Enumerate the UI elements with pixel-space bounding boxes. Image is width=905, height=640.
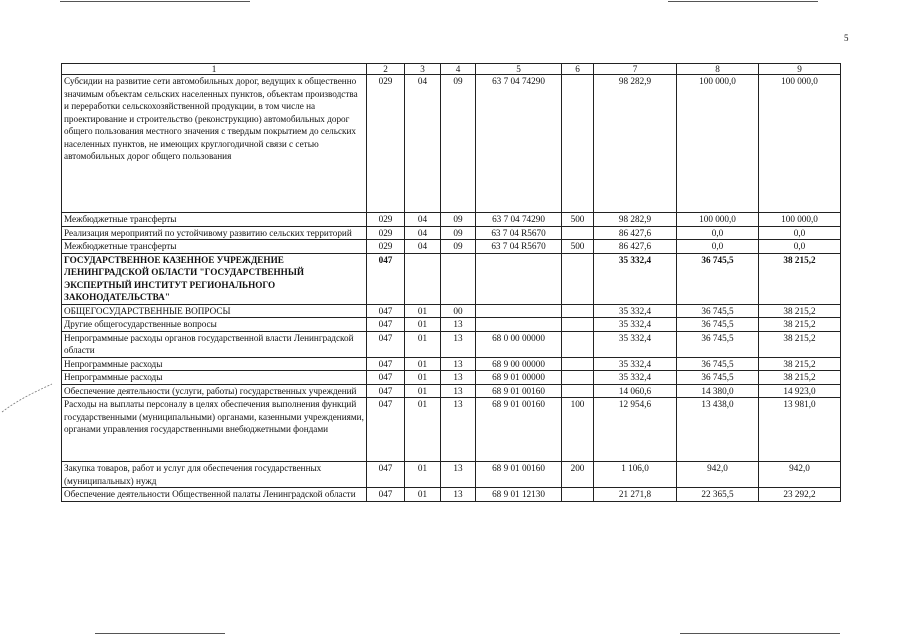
expense-type-cell [562, 357, 594, 371]
amount-year3-cell: 0,0 [759, 226, 841, 240]
target-article-cell: 68 9 01 00160 [476, 384, 562, 398]
amount-year3-cell: 100 000,0 [759, 75, 841, 213]
expense-type-cell [562, 253, 594, 304]
amount-year1-cell: 86 427,6 [594, 240, 677, 254]
amount-year1-cell: 86 427,6 [594, 226, 677, 240]
admin-code-cell: 029 [367, 75, 405, 213]
table-row [62, 488, 841, 502]
column-header: 1 [62, 64, 367, 75]
admin-code-cell: 047 [367, 331, 405, 357]
section-cell: 01 [405, 371, 441, 385]
admin-code-cell: 047 [367, 462, 405, 488]
table-row [62, 371, 841, 385]
column-header: 8 [677, 64, 759, 75]
amount-year1-cell: 12 954,6 [594, 398, 677, 462]
target-article-cell: 68 9 01 12130 [476, 488, 562, 502]
expense-type-cell: 500 [562, 240, 594, 254]
amount-year2-cell: 36 745,5 [677, 331, 759, 357]
amount-year3-cell: 23 292,2 [759, 488, 841, 502]
amount-year1-cell: 35 332,4 [594, 253, 677, 304]
subsection-cell: 13 [441, 398, 476, 462]
column-header: 9 [759, 64, 841, 75]
subsection-cell: 13 [441, 331, 476, 357]
table-header-row [62, 64, 841, 75]
amount-year3-cell: 38 215,2 [759, 304, 841, 318]
amount-year2-cell: 14 380,0 [677, 384, 759, 398]
target-article-cell: 63 7 04 74290 [476, 75, 562, 213]
table-row [62, 384, 841, 398]
target-article-cell: 68 9 01 00160 [476, 462, 562, 488]
amount-year3-cell: 100 000,0 [759, 213, 841, 227]
row-name-cell: Межбюджетные трансферты [62, 240, 367, 254]
expense-type-cell: 100 [562, 398, 594, 462]
target-article-cell [476, 318, 562, 332]
scan-edge-line [60, 1, 250, 2]
section-cell: 01 [405, 331, 441, 357]
scan-edge-line [668, 1, 818, 2]
admin-code-cell: 029 [367, 240, 405, 254]
table-row [62, 240, 841, 254]
row-name-cell: Обеспечение деятельности (услуги, работы) государственных учреждений [62, 384, 367, 398]
expense-type-cell: 500 [562, 213, 594, 227]
amount-year2-cell: 942,0 [677, 462, 759, 488]
section-cell: 01 [405, 488, 441, 502]
section-cell: 01 [405, 398, 441, 462]
amount-year2-cell: 22 365,5 [677, 488, 759, 502]
target-article-cell: 63 7 04 R5670 [476, 240, 562, 254]
row-name-cell: Реализация мероприятий по устойчивому развитию сельских территорий [62, 226, 367, 240]
amount-year1-cell: 35 332,4 [594, 318, 677, 332]
table-row [62, 331, 841, 357]
amount-year2-cell: 0,0 [677, 240, 759, 254]
amount-year2-cell: 36 745,5 [677, 357, 759, 371]
section-cell: 01 [405, 318, 441, 332]
subsection-cell: 09 [441, 75, 476, 213]
amount-year1-cell: 35 332,4 [594, 357, 677, 371]
section-cell: 04 [405, 213, 441, 227]
subsection-cell: 09 [441, 240, 476, 254]
table-row [62, 398, 841, 462]
amount-year3-cell: 14 923,0 [759, 384, 841, 398]
page-number: 5 [844, 33, 849, 43]
subsection-cell: 13 [441, 318, 476, 332]
amount-year1-cell: 35 332,4 [594, 331, 677, 357]
section-cell [405, 253, 441, 304]
row-name-cell: Межбюджетные трансферты [62, 213, 367, 227]
section-cell: 04 [405, 226, 441, 240]
amount-year1-cell: 98 282,9 [594, 213, 677, 227]
target-article-cell: 68 0 00 00000 [476, 331, 562, 357]
row-name-cell: Непрограммные расходы органов государственной власти Ленинградской области [62, 331, 367, 357]
amount-year2-cell: 36 745,5 [677, 304, 759, 318]
subsection-cell: 13 [441, 371, 476, 385]
row-name-cell: Субсидии на развитие сети автомобильных дорог, ведущих к общественно значимым объектам сельских населенных пунктов, объектам производства и переработки сельскохозяйственной продукции, в том числе на проектирование и строительство (реконструкцию) автомобильных дорог общего пользования местного значения с твердым покрытием до сельских населенных пунктов, не имеющих круглогодичной связи с сетью автомобильных дорог общего пользования [62, 75, 367, 213]
amount-year1-cell: 98 282,9 [594, 75, 677, 213]
expense-type-cell [562, 75, 594, 213]
expense-type-cell [562, 488, 594, 502]
amount-year2-cell: 36 745,5 [677, 318, 759, 332]
amount-year3-cell: 942,0 [759, 462, 841, 488]
scan-edge-line [680, 633, 840, 634]
section-cell: 04 [405, 75, 441, 213]
target-article-cell: 63 7 04 R5670 [476, 226, 562, 240]
target-article-cell: 63 7 04 74290 [476, 213, 562, 227]
budget-table [61, 63, 841, 502]
subsection-cell: 13 [441, 357, 476, 371]
admin-code-cell: 047 [367, 384, 405, 398]
expense-type-cell: 200 [562, 462, 594, 488]
section-cell: 01 [405, 462, 441, 488]
column-header: 6 [562, 64, 594, 75]
admin-code-cell: 047 [367, 318, 405, 332]
table-row [62, 304, 841, 318]
row-name-cell: Другие общегосударственные вопросы [62, 318, 367, 332]
amount-year3-cell: 38 215,2 [759, 357, 841, 371]
column-header: 5 [476, 64, 562, 75]
amount-year2-cell: 36 745,5 [677, 371, 759, 385]
section-cell: 01 [405, 384, 441, 398]
amount-year1-cell: 14 060,6 [594, 384, 677, 398]
expense-type-cell [562, 371, 594, 385]
row-name-cell: ГОСУДАРСТВЕННОЕ КАЗЕННОЕ УЧРЕЖДЕНИЕ ЛЕНИНГРАДСКОЙ ОБЛАСТИ "ГОСУДАРСТВЕННЫЙ ЭКСПЕРТНЫЙ ИНСТИТУТ РЕГИОНАЛЬНОГО ЗАКОНОДАТЕЛЬСТВА" [62, 253, 367, 304]
row-name-cell: Закупка товаров, работ и услуг для обеспечения государственных (муниципальных) нужд [62, 462, 367, 488]
subsection-cell: 13 [441, 384, 476, 398]
subsection-cell: 00 [441, 304, 476, 318]
column-header: 2 [367, 64, 405, 75]
column-header: 7 [594, 64, 677, 75]
expense-type-cell [562, 304, 594, 318]
section-cell: 04 [405, 240, 441, 254]
row-name-cell: Непрограммные расходы [62, 357, 367, 371]
scan-edge-line [95, 633, 225, 634]
subsection-cell: 09 [441, 226, 476, 240]
table-row [62, 318, 841, 332]
amount-year3-cell: 13 981,0 [759, 398, 841, 462]
amount-year2-cell: 36 745,5 [677, 253, 759, 304]
column-header: 4 [441, 64, 476, 75]
row-name-cell: Непрограммные расходы [62, 371, 367, 385]
admin-code-cell: 047 [367, 371, 405, 385]
amount-year3-cell: 0,0 [759, 240, 841, 254]
table-row [62, 226, 841, 240]
target-article-cell [476, 304, 562, 318]
subsection-cell: 13 [441, 488, 476, 502]
amount-year3-cell: 38 215,2 [759, 253, 841, 304]
expense-type-cell [562, 318, 594, 332]
admin-code-cell: 029 [367, 213, 405, 227]
table-row [62, 75, 841, 213]
row-name-cell: Обеспечение деятельности Общественной палаты Ленинградской области [62, 488, 367, 502]
target-article-cell [476, 253, 562, 304]
admin-code-cell: 047 [367, 488, 405, 502]
table-row [62, 462, 841, 488]
amount-year1-cell: 21 271,8 [594, 488, 677, 502]
amount-year2-cell: 13 438,0 [677, 398, 759, 462]
admin-code-cell: 047 [367, 357, 405, 371]
row-name-cell: ОБЩЕГОСУДАРСТВЕННЫЕ ВОПРОСЫ [62, 304, 367, 318]
expense-type-cell [562, 331, 594, 357]
amount-year2-cell: 0,0 [677, 226, 759, 240]
amount-year3-cell: 38 215,2 [759, 331, 841, 357]
amount-year1-cell: 1 106,0 [594, 462, 677, 488]
margin-pen-mark [0, 376, 60, 416]
amount-year2-cell: 100 000,0 [677, 75, 759, 213]
amount-year1-cell: 35 332,4 [594, 371, 677, 385]
amount-year1-cell: 35 332,4 [594, 304, 677, 318]
target-article-cell: 68 9 01 00160 [476, 398, 562, 462]
table-row [62, 357, 841, 371]
section-cell: 01 [405, 357, 441, 371]
column-header: 3 [405, 64, 441, 75]
target-article-cell: 68 9 01 00000 [476, 371, 562, 385]
amount-year2-cell: 100 000,0 [677, 213, 759, 227]
admin-code-cell: 047 [367, 398, 405, 462]
subsection-cell: 09 [441, 213, 476, 227]
table-row [62, 253, 841, 304]
amount-year3-cell: 38 215,2 [759, 318, 841, 332]
table-row [62, 213, 841, 227]
admin-code-cell: 047 [367, 253, 405, 304]
target-article-cell: 68 9 00 00000 [476, 357, 562, 371]
row-name-cell: Расходы на выплаты персоналу в целях обеспечения выполнения функций государственными (муниципальными) органами, казенными учреждениями, органами управления государственными внебюджетными фондами [62, 398, 367, 462]
subsection-cell [441, 253, 476, 304]
admin-code-cell: 029 [367, 226, 405, 240]
expense-type-cell [562, 226, 594, 240]
expense-type-cell [562, 384, 594, 398]
subsection-cell: 13 [441, 462, 476, 488]
admin-code-cell: 047 [367, 304, 405, 318]
section-cell: 01 [405, 304, 441, 318]
amount-year3-cell: 38 215,2 [759, 371, 841, 385]
